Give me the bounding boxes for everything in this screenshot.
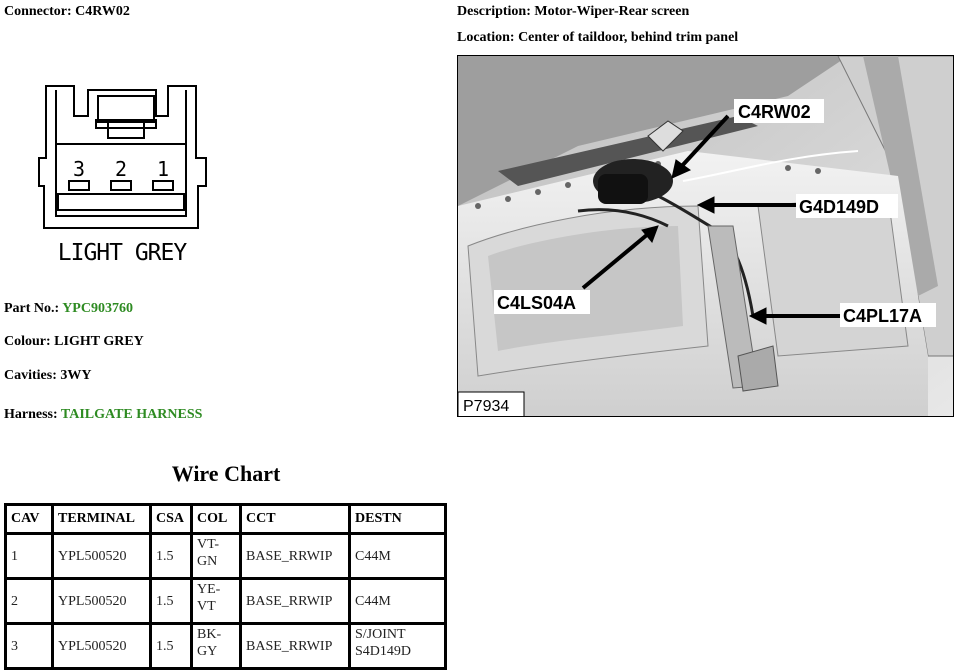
location-label: Location: (457, 30, 515, 45)
col-header-cct: CCT (241, 505, 350, 534)
harness-label: Harness: (4, 407, 58, 422)
wire-cell-col: VT- GN (192, 534, 241, 579)
location-value: Center of taildoor, behind trim panel (518, 30, 739, 45)
col-header-destn: DESTN (350, 505, 446, 534)
wire-cell-destn: S/JOINT S4D149D (350, 624, 446, 669)
col-header-csa: CSA (151, 505, 192, 534)
wire-cell-csa: 1.5 (151, 534, 192, 579)
connector-label: Connector: (4, 4, 72, 19)
colour-line (4, 334, 144, 350)
colour-label: Colour: (4, 334, 51, 349)
description-line (457, 4, 689, 20)
callout-c4rw02: C4RW02 (738, 102, 811, 122)
connector-line (4, 4, 130, 20)
part-no-label: Part No.: (4, 301, 60, 316)
tailgate-illustration (458, 56, 954, 417)
wire-cell-cav: 2 (6, 579, 53, 624)
wire-cell-cav: 1 (6, 534, 53, 579)
cavities-label: Cavities: (4, 368, 57, 383)
wire-cell-terminal: YPL500520 (53, 579, 151, 624)
connector-face-drawing (36, 76, 216, 266)
wire-cell-cav: 3 (6, 624, 53, 669)
col-header-terminal: TERMINAL (53, 505, 151, 534)
part-no-value[interactable]: YPC903760 (62, 301, 133, 316)
wire-cell-terminal: YPL500520 (53, 534, 151, 579)
part-no-line (4, 301, 133, 317)
connector-value: C4RW02 (75, 4, 130, 19)
wire-cell-cct: BASE_RRWIP (241, 534, 350, 579)
wire-chart-row (6, 624, 446, 669)
location-line (457, 30, 738, 46)
wire-cell-cct: BASE_RRWIP (241, 624, 350, 669)
description-label: Description: (457, 4, 531, 19)
wire-chart-row (6, 579, 446, 624)
wire-cell-col: BK- GY (192, 624, 241, 669)
pin-label-3: 3 (72, 157, 86, 181)
location-photo (457, 55, 954, 417)
harness-line (4, 407, 202, 423)
wire-cell-terminal: YPL500520 (53, 624, 151, 669)
wire-cell-col: YE- VT (192, 579, 241, 624)
colour-value: LIGHT GREY (54, 334, 144, 349)
description-value: Motor-Wiper-Rear screen (534, 4, 690, 19)
wire-chart-title: Wire Chart (171, 461, 281, 486)
wire-chart-row (6, 534, 446, 579)
pin-label-1: 1 (156, 157, 170, 181)
callout-g4d149d: G4D149D (799, 197, 880, 217)
pin-label-2: 2 (114, 157, 128, 181)
wire-cell-csa: 1.5 (151, 579, 192, 624)
cavities-line (4, 368, 92, 384)
wire-cell-destn: C44M (350, 579, 446, 624)
wire-chart-body (6, 534, 446, 669)
wire-chart-table (4, 503, 447, 670)
photo-ref: P7934 (463, 398, 510, 415)
col-header-cav: CAV (6, 505, 53, 534)
wire-cell-cct: BASE_RRWIP (241, 579, 350, 624)
callout-c4ls04a: C4LS04A (497, 293, 577, 313)
callout-c4pl17a: C4PL17A (843, 306, 923, 326)
wire-chart-header-row (6, 505, 446, 534)
wire-cell-destn: C44M (350, 534, 446, 579)
drawing-color-name: LIGHT GREY (57, 240, 187, 266)
wire-cell-csa: 1.5 (151, 624, 192, 669)
harness-value[interactable]: TAILGATE HARNESS (60, 407, 203, 422)
cavities-value: 3WY (60, 368, 92, 383)
col-header-col: COL (192, 505, 241, 534)
